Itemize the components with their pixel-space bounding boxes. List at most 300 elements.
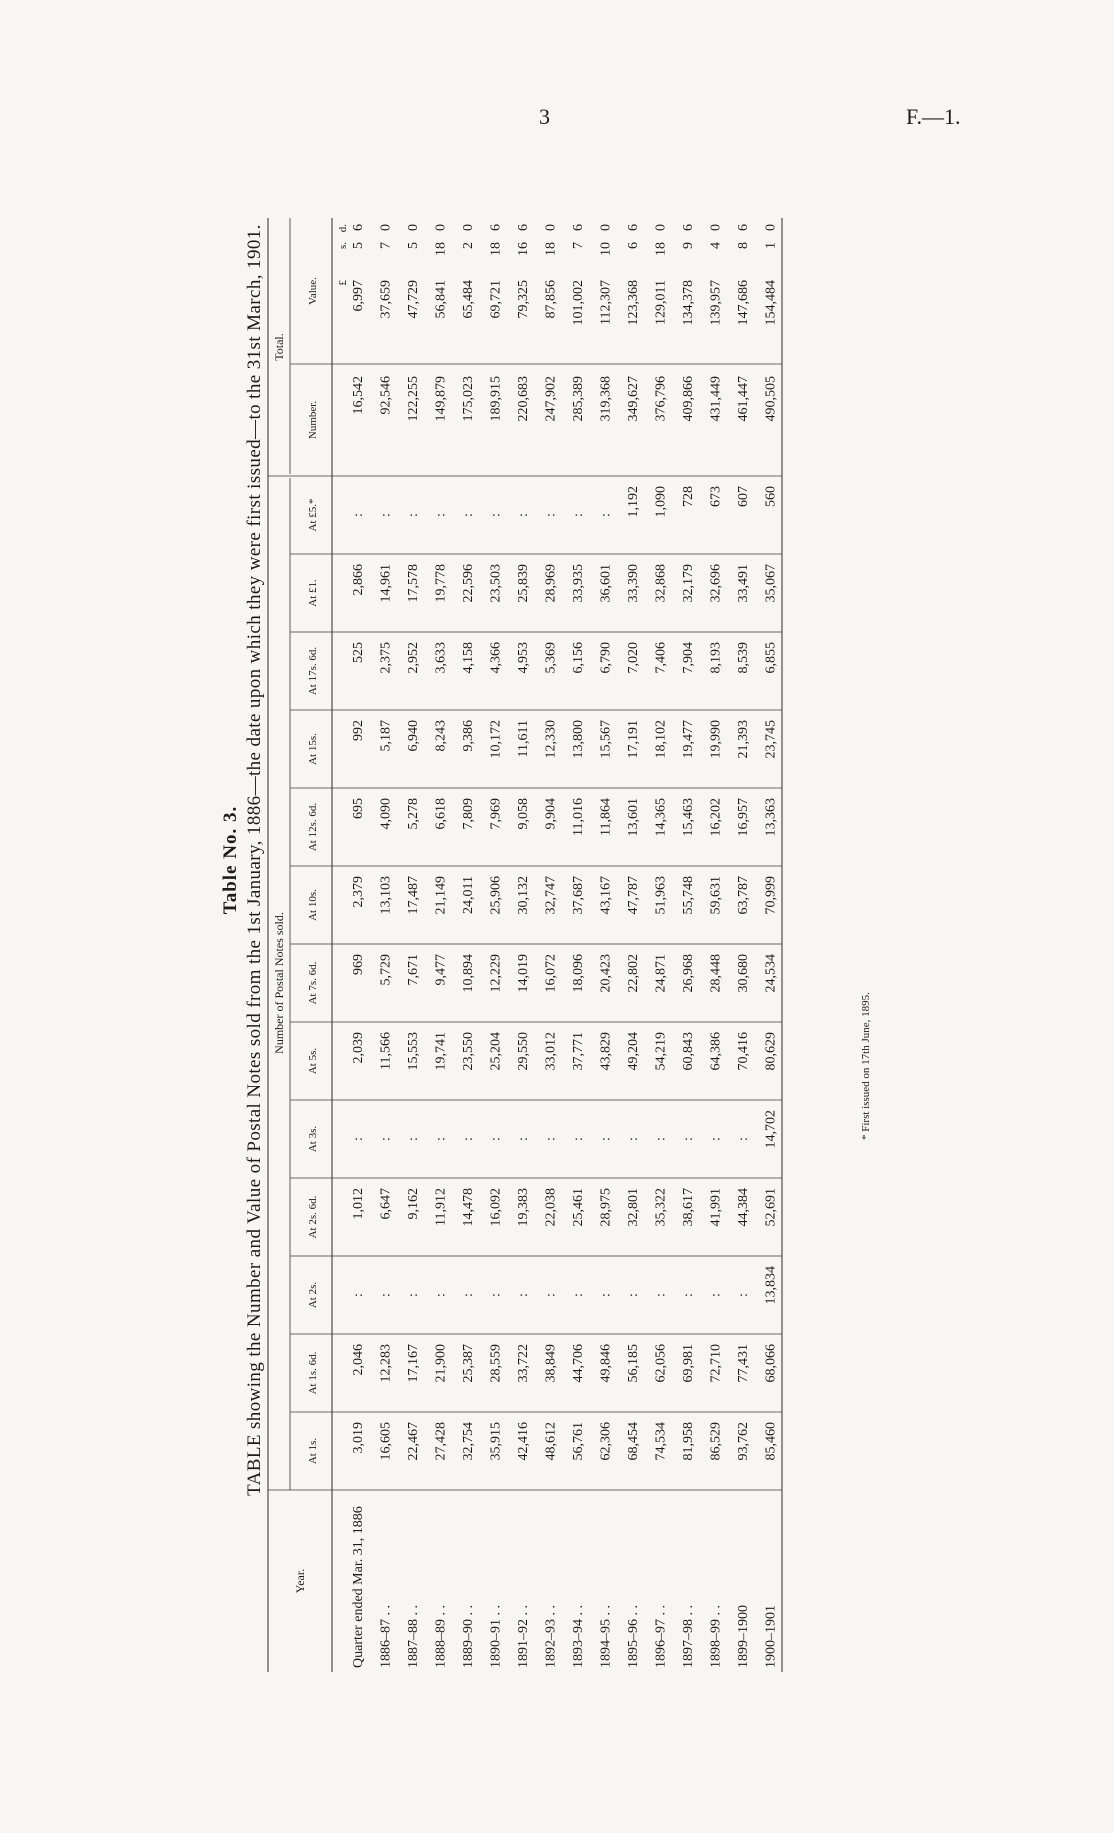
value-pence: 6 <box>351 224 366 231</box>
row-year: 1895–96 . . <box>626 1605 641 1668</box>
table-cell: 14,365 <box>653 798 669 837</box>
table-cell: 17,191 <box>626 720 641 759</box>
table-cell: 52,691 <box>763 1188 779 1227</box>
table-cell: 13,601 <box>626 798 641 837</box>
table-title: TABLE showing the Number and Value of Postal Notes sold from the 1st January, 1886—the date upon which they were first issued—to the 31st March, 1901. <box>244 224 265 1496</box>
table-cell: 7,969 <box>488 798 504 830</box>
table-cell: 41,991 <box>708 1188 724 1227</box>
table-cell: 32,747 <box>543 876 559 915</box>
table-cell: : <box>488 1137 504 1141</box>
value-pence: 0 <box>406 224 421 231</box>
table-cell: 17,487 <box>406 876 421 915</box>
table-cell: 77,431 <box>736 1344 751 1383</box>
table-cell: 13,800 <box>571 720 586 759</box>
column-header: At 7s. 6d. <box>307 961 319 1005</box>
table-cell: 8,243 <box>433 720 449 752</box>
table-cell: 55,748 <box>681 876 696 915</box>
row-year: 1890–91 . . <box>488 1605 504 1668</box>
table-cell: 29,550 <box>516 1032 531 1071</box>
table-cell: 18,102 <box>653 720 669 759</box>
value-header: Value. <box>307 277 319 305</box>
table-cell: : <box>378 1137 394 1141</box>
table-cell: 6,855 <box>763 642 779 674</box>
table-cell: : <box>488 1293 504 1297</box>
table-cell: 35,067 <box>763 564 779 603</box>
value-pounds: 56,841 <box>433 280 449 319</box>
column-header: At 1s. <box>307 1437 319 1465</box>
table-cell: 49,846 <box>598 1344 614 1383</box>
table-cell: 25,204 <box>488 1032 504 1071</box>
table-cell: 24,011 <box>461 876 476 914</box>
value-shillings: 18 <box>488 242 504 256</box>
table-cell: 4,090 <box>378 798 394 830</box>
table-cell: 23,550 <box>461 1032 476 1071</box>
table-cell: 28,448 <box>708 954 724 993</box>
table-cell: 14,478 <box>461 1188 476 1227</box>
table-cell: : <box>351 1137 366 1141</box>
table-cell: : <box>488 513 504 517</box>
table-cell: : <box>598 1293 614 1297</box>
table-cell: 11,016 <box>571 798 586 836</box>
column-header: At £1. <box>307 579 319 607</box>
value-shillings: 5 <box>351 242 366 249</box>
table-cell: 33,722 <box>516 1344 531 1383</box>
table-cell: 30,132 <box>516 876 531 915</box>
table-cell: 19,741 <box>433 1032 449 1071</box>
value-shillings: 1 <box>763 242 779 249</box>
table-cell: : <box>681 1137 696 1141</box>
table-cell: : <box>406 513 421 517</box>
table-cell: : <box>626 1293 641 1297</box>
table-cell: 14,702 <box>763 1110 779 1149</box>
table-cell: : <box>433 1137 449 1141</box>
table-cell: : <box>653 1137 669 1141</box>
table-cell: 1,012 <box>351 1188 366 1220</box>
column-header: At 1s. 6d. <box>307 1351 319 1395</box>
column-header: At 5s. <box>307 1047 319 1075</box>
unit-shillings: s. <box>337 242 349 250</box>
table-cell: 22,038 <box>543 1188 559 1227</box>
table-cell: 20,423 <box>598 954 614 993</box>
table-cell: 21,393 <box>736 720 751 759</box>
table-cell: 4,158 <box>461 642 476 674</box>
unit-pence: d. <box>337 224 349 233</box>
row-year: 1891–92 . . <box>516 1605 531 1668</box>
value-shillings: 18 <box>543 242 559 256</box>
table-cell: 37,687 <box>571 876 586 915</box>
table-cell: 2,952 <box>406 642 421 674</box>
table-cell: 38,849 <box>543 1344 559 1383</box>
table-cell: 7,671 <box>406 954 421 986</box>
value-pence: 6 <box>626 224 641 231</box>
column-header: At 12s. 6d. <box>307 802 319 852</box>
value-pounds: 154,484 <box>763 280 779 326</box>
value-shillings: 7 <box>378 242 394 249</box>
value-pence: 6 <box>488 224 504 231</box>
table-cell: : <box>543 1137 559 1141</box>
total-number: 175,023 <box>461 376 476 422</box>
table-cell: 673 <box>708 486 724 507</box>
table-cell: 728 <box>681 486 696 507</box>
table-cell: 22,802 <box>626 954 641 993</box>
value-shillings: 9 <box>681 242 696 249</box>
table-cell: : <box>598 1137 614 1141</box>
row-year: 1886–87 . . <box>378 1605 394 1668</box>
table-cell: 28,559 <box>488 1344 504 1383</box>
table-cell: 19,778 <box>433 564 449 603</box>
table-cell: 33,491 <box>736 564 751 603</box>
table-cell: 16,092 <box>488 1188 504 1227</box>
table-cell: 28,975 <box>598 1188 614 1227</box>
row-year: 1889–90 . . <box>461 1605 476 1668</box>
table-cell: 25,461 <box>571 1188 586 1227</box>
table-cell: 607 <box>736 486 751 507</box>
table-cell: 7,406 <box>653 642 669 674</box>
table-cell: 35,322 <box>653 1188 669 1227</box>
value-shillings: 7 <box>571 242 586 249</box>
table-cell: 80,629 <box>763 1032 779 1071</box>
value-pence: 0 <box>433 224 449 231</box>
rotated-table-block <box>220 20 1114 1700</box>
total-number: 92,546 <box>378 376 394 415</box>
table-cell: 9,162 <box>406 1188 421 1220</box>
table-cell: 30,680 <box>736 954 751 993</box>
total-number: 149,879 <box>433 376 449 422</box>
table-cell: 70,999 <box>763 876 779 915</box>
table-cell: 63,787 <box>736 876 751 915</box>
number-header: Number. <box>307 400 319 440</box>
table-cell: 25,387 <box>461 1344 476 1383</box>
table-cell: 11,864 <box>598 798 614 836</box>
table-cell: : <box>516 1137 531 1141</box>
table-cell: 24,871 <box>653 954 669 993</box>
table-cell: 4,953 <box>516 642 531 674</box>
table-cell: 17,167 <box>406 1344 421 1383</box>
total-number: 319,368 <box>598 376 614 422</box>
table-cell: 59,631 <box>708 876 724 915</box>
table-cell: 13,834 <box>763 1266 779 1305</box>
table-cell: : <box>378 513 394 517</box>
table-cell: 14,961 <box>378 564 394 603</box>
total-number: 220,683 <box>516 376 531 422</box>
table-cell: 24,534 <box>763 954 779 993</box>
table-cell: : <box>406 1137 421 1141</box>
table-cell: 2,866 <box>351 564 366 596</box>
table-cell: 18,096 <box>571 954 586 993</box>
table-cell: 2,379 <box>351 876 366 908</box>
table-cell: 22,596 <box>461 564 476 603</box>
value-pence: 0 <box>461 224 476 231</box>
table-cell: 56,761 <box>571 1422 586 1461</box>
table-cell: 72,710 <box>708 1344 724 1383</box>
table-cell: 12,330 <box>543 720 559 759</box>
table-cell: 15,567 <box>598 720 614 759</box>
table-cell: : <box>571 1137 586 1141</box>
table-cell: 33,012 <box>543 1032 559 1071</box>
table-cell: 14,019 <box>516 954 531 993</box>
table-cell: 969 <box>351 954 366 975</box>
table-cell: 19,383 <box>516 1188 531 1227</box>
table-cell: 47,787 <box>626 876 641 915</box>
table-cell: 62,056 <box>653 1344 669 1383</box>
total-number: 189,915 <box>488 376 504 422</box>
table-cell: 5,187 <box>378 720 394 752</box>
column-header: At 2s. 6d. <box>307 1195 319 1239</box>
table-cell: : <box>543 1293 559 1297</box>
table-cell: 35,915 <box>488 1422 504 1461</box>
total-number: 461,447 <box>736 376 751 422</box>
row-year: 1888–89 . . <box>433 1605 449 1668</box>
table-cell: 16,957 <box>736 798 751 837</box>
table-cell: 25,839 <box>516 564 531 603</box>
table-cell: 1,090 <box>653 486 669 518</box>
table-cell: 4,366 <box>488 642 504 674</box>
table-cell: 22,467 <box>406 1422 421 1461</box>
value-shillings: 5 <box>406 242 421 249</box>
table-cell: 695 <box>351 798 366 819</box>
table-cell: : <box>461 1293 476 1297</box>
total-number: 376,796 <box>653 376 669 422</box>
table-cell: 15,463 <box>681 798 696 837</box>
value-pounds: 47,729 <box>406 280 421 319</box>
value-shillings: 6 <box>626 242 641 249</box>
table-cell: : <box>461 1137 476 1141</box>
total-number: 247,902 <box>543 376 559 422</box>
table-cell: : <box>516 1293 531 1297</box>
table-cell: 32,801 <box>626 1188 641 1227</box>
table-cell: : <box>571 513 586 517</box>
value-pounds: 139,957 <box>708 280 724 326</box>
table-cell: 13,363 <box>763 798 779 837</box>
table-cell: : <box>598 513 614 517</box>
table-cell: 560 <box>763 486 779 507</box>
value-pence: 0 <box>708 224 724 231</box>
column-header: At 10s. <box>307 889 319 921</box>
table-cell: 6,156 <box>571 642 586 674</box>
table-cell: 11,611 <box>516 720 531 758</box>
table-number: Table No. 3. <box>220 805 241 915</box>
table-cell: : <box>543 513 559 517</box>
row-year: 1894–95 . . <box>598 1605 614 1668</box>
table-cell: 6,940 <box>406 720 421 752</box>
value-pence: 6 <box>571 224 586 231</box>
page-reference: F.—1. <box>906 104 961 129</box>
table-cell: 2,375 <box>378 642 394 674</box>
value-shillings: 18 <box>433 242 449 256</box>
table-cell: 23,745 <box>763 720 779 759</box>
value-pence: 6 <box>516 224 531 231</box>
table-cell: : <box>708 1137 724 1141</box>
table-cell: 28,969 <box>543 564 559 603</box>
table-cell: 49,204 <box>626 1032 641 1071</box>
table-cell: 7,020 <box>626 642 641 674</box>
table-cell: 23,503 <box>488 564 504 603</box>
table-cell: : <box>681 1293 696 1297</box>
table-cell: : <box>626 1137 641 1141</box>
table-cell: 9,058 <box>516 798 531 830</box>
total-group-header: Total. <box>272 333 286 361</box>
table-cell: 70,416 <box>736 1032 751 1071</box>
table-cell: : <box>378 1293 394 1297</box>
table-cell: 8,539 <box>736 642 751 674</box>
table-cell: 16,072 <box>543 954 559 993</box>
table-cell: 86,529 <box>708 1422 724 1461</box>
row-year: 1892–93 . . <box>543 1605 559 1668</box>
table-cell: 21,149 <box>433 876 449 915</box>
postal-notes-table <box>266 20 866 1700</box>
table-cell: 51,963 <box>653 876 669 915</box>
column-header: At 17s. 6d. <box>307 646 319 696</box>
table-cell: 54,219 <box>653 1032 669 1071</box>
table-cell: 12,283 <box>378 1344 394 1383</box>
table-cell: 68,066 <box>763 1344 779 1383</box>
table-cell: : <box>406 1293 421 1297</box>
value-pence: 6 <box>681 224 696 231</box>
table-cell: 33,935 <box>571 564 586 603</box>
value-pence: 0 <box>598 224 614 231</box>
table-cell: 1,192 <box>626 486 641 518</box>
table-cell: : <box>708 1293 724 1297</box>
value-pounds: 147,686 <box>736 280 751 326</box>
table-cell: 3,019 <box>351 1422 366 1454</box>
value-shillings: 8 <box>736 242 751 249</box>
table-cell: 32,754 <box>461 1422 476 1461</box>
table-cell: 16,202 <box>708 798 724 837</box>
total-number: 349,627 <box>626 376 641 422</box>
table-cell: 37,771 <box>571 1032 586 1071</box>
table-cell: 10,172 <box>488 720 504 759</box>
table-cell: 525 <box>351 642 366 663</box>
total-number: 409,866 <box>681 376 696 422</box>
table-cell: : <box>516 513 531 517</box>
table-cell: : <box>571 1293 586 1297</box>
row-year: 1899–1900 <box>736 1605 751 1668</box>
table-cell: 43,829 <box>598 1032 614 1071</box>
table-cell: 21,900 <box>433 1344 449 1383</box>
value-pence: 6 <box>736 224 751 231</box>
value-pounds: 123,368 <box>626 280 641 326</box>
table-cell: 9,904 <box>543 798 559 830</box>
table-cell: 5,278 <box>406 798 421 830</box>
table-cell: 32,868 <box>653 564 669 603</box>
table-cell: 36,601 <box>598 564 614 603</box>
row-year: 1900–1901 <box>763 1605 779 1668</box>
table-cell: 992 <box>351 720 366 741</box>
column-header: At £5.* <box>307 498 319 532</box>
table-cell: 25,906 <box>488 876 504 915</box>
total-number: 285,389 <box>571 376 586 422</box>
total-number: 122,255 <box>406 376 421 422</box>
value-shillings: 10 <box>598 242 614 256</box>
column-header: At 2s. <box>307 1281 319 1309</box>
table-cell: : <box>736 1137 751 1141</box>
value-shillings: 18 <box>653 242 669 256</box>
value-pence: 0 <box>378 224 394 231</box>
table-cell: 42,416 <box>516 1422 531 1461</box>
value-shillings: 2 <box>461 242 476 249</box>
value-pounds: 87,856 <box>543 280 559 319</box>
value-pence: 0 <box>653 224 669 231</box>
table-cell: 7,904 <box>681 642 696 674</box>
row-year: 1893–94 . . <box>571 1605 586 1668</box>
table-cell: 5,729 <box>378 954 394 986</box>
value-pounds: 112,307 <box>598 280 614 325</box>
value-pounds: 65,484 <box>461 280 476 319</box>
sold-group-header: Number of Postal Notes sold. <box>272 912 286 1054</box>
row-year: 1896–97 . . <box>653 1605 669 1668</box>
table-cell: 3,633 <box>433 642 449 674</box>
table-cell: 44,384 <box>736 1188 751 1227</box>
table-cell: 16,605 <box>378 1422 394 1461</box>
table-cell: 68,454 <box>626 1422 641 1461</box>
table-cell: 48,612 <box>543 1422 559 1461</box>
value-pence: 0 <box>763 224 779 231</box>
value-pounds: 101,002 <box>571 280 586 326</box>
value-pounds: 6,997 <box>351 280 366 312</box>
column-header: At 3s. <box>307 1125 319 1153</box>
table-cell: 62,306 <box>598 1422 614 1461</box>
table-cell: : <box>736 1293 751 1297</box>
table-cell: 12,229 <box>488 954 504 993</box>
row-year: Quarter ended Mar. 31, 1886 <box>351 1506 366 1668</box>
table-cell: 6,790 <box>598 642 614 674</box>
column-header: At 15s. <box>307 733 319 765</box>
table-cell: 26,968 <box>681 954 696 993</box>
table-cell: 44,706 <box>571 1344 586 1383</box>
table-cell: 6,618 <box>433 798 449 830</box>
value-pounds: 134,378 <box>681 280 696 326</box>
table-cell: 11,566 <box>378 1032 394 1070</box>
table-cell: 85,460 <box>763 1422 779 1461</box>
table-cell: 81,958 <box>681 1422 696 1461</box>
value-pence: 0 <box>543 224 559 231</box>
table-cell: 93,762 <box>736 1422 751 1461</box>
value-pounds: 79,325 <box>516 280 531 319</box>
year-header: Year. <box>293 1568 307 1594</box>
table-cell: 9,386 <box>461 720 476 752</box>
table-cell: : <box>433 1293 449 1297</box>
table-cell: 2,046 <box>351 1344 366 1376</box>
row-year: 1897–98 . . <box>681 1605 696 1668</box>
row-year: 1887–88 . . <box>406 1605 421 1668</box>
footnote: * First issued on 17th June, 1895. <box>860 992 872 1140</box>
table-cell: 69,981 <box>681 1344 696 1383</box>
value-pounds: 69,721 <box>488 280 504 319</box>
table-cell: 5,369 <box>543 642 559 674</box>
table-cell: : <box>433 513 449 517</box>
table-cell: 32,696 <box>708 564 724 603</box>
table-cell: 60,843 <box>681 1032 696 1071</box>
unit-pounds: £ <box>337 280 349 286</box>
value-pounds: 37,659 <box>378 280 394 319</box>
table-cell: 74,534 <box>653 1422 669 1461</box>
value-shillings: 16 <box>516 242 531 256</box>
table-cell: 2,039 <box>351 1032 366 1064</box>
table-cell: 56,185 <box>626 1344 641 1383</box>
table-cell: 8,193 <box>708 642 724 674</box>
table-cell: : <box>351 1293 366 1297</box>
value-shillings: 4 <box>708 242 724 249</box>
table-cell: : <box>351 513 366 517</box>
table-cell: 27,428 <box>433 1422 449 1461</box>
table-cell: 11,912 <box>433 1188 449 1226</box>
table-cell: 13,103 <box>378 876 394 915</box>
table-cell: 10,894 <box>461 954 476 993</box>
value-pounds: 129,011 <box>653 280 669 325</box>
table-cell: 17,578 <box>406 564 421 603</box>
table-cell: 38,617 <box>681 1188 696 1227</box>
table-cell: 15,553 <box>406 1032 421 1071</box>
